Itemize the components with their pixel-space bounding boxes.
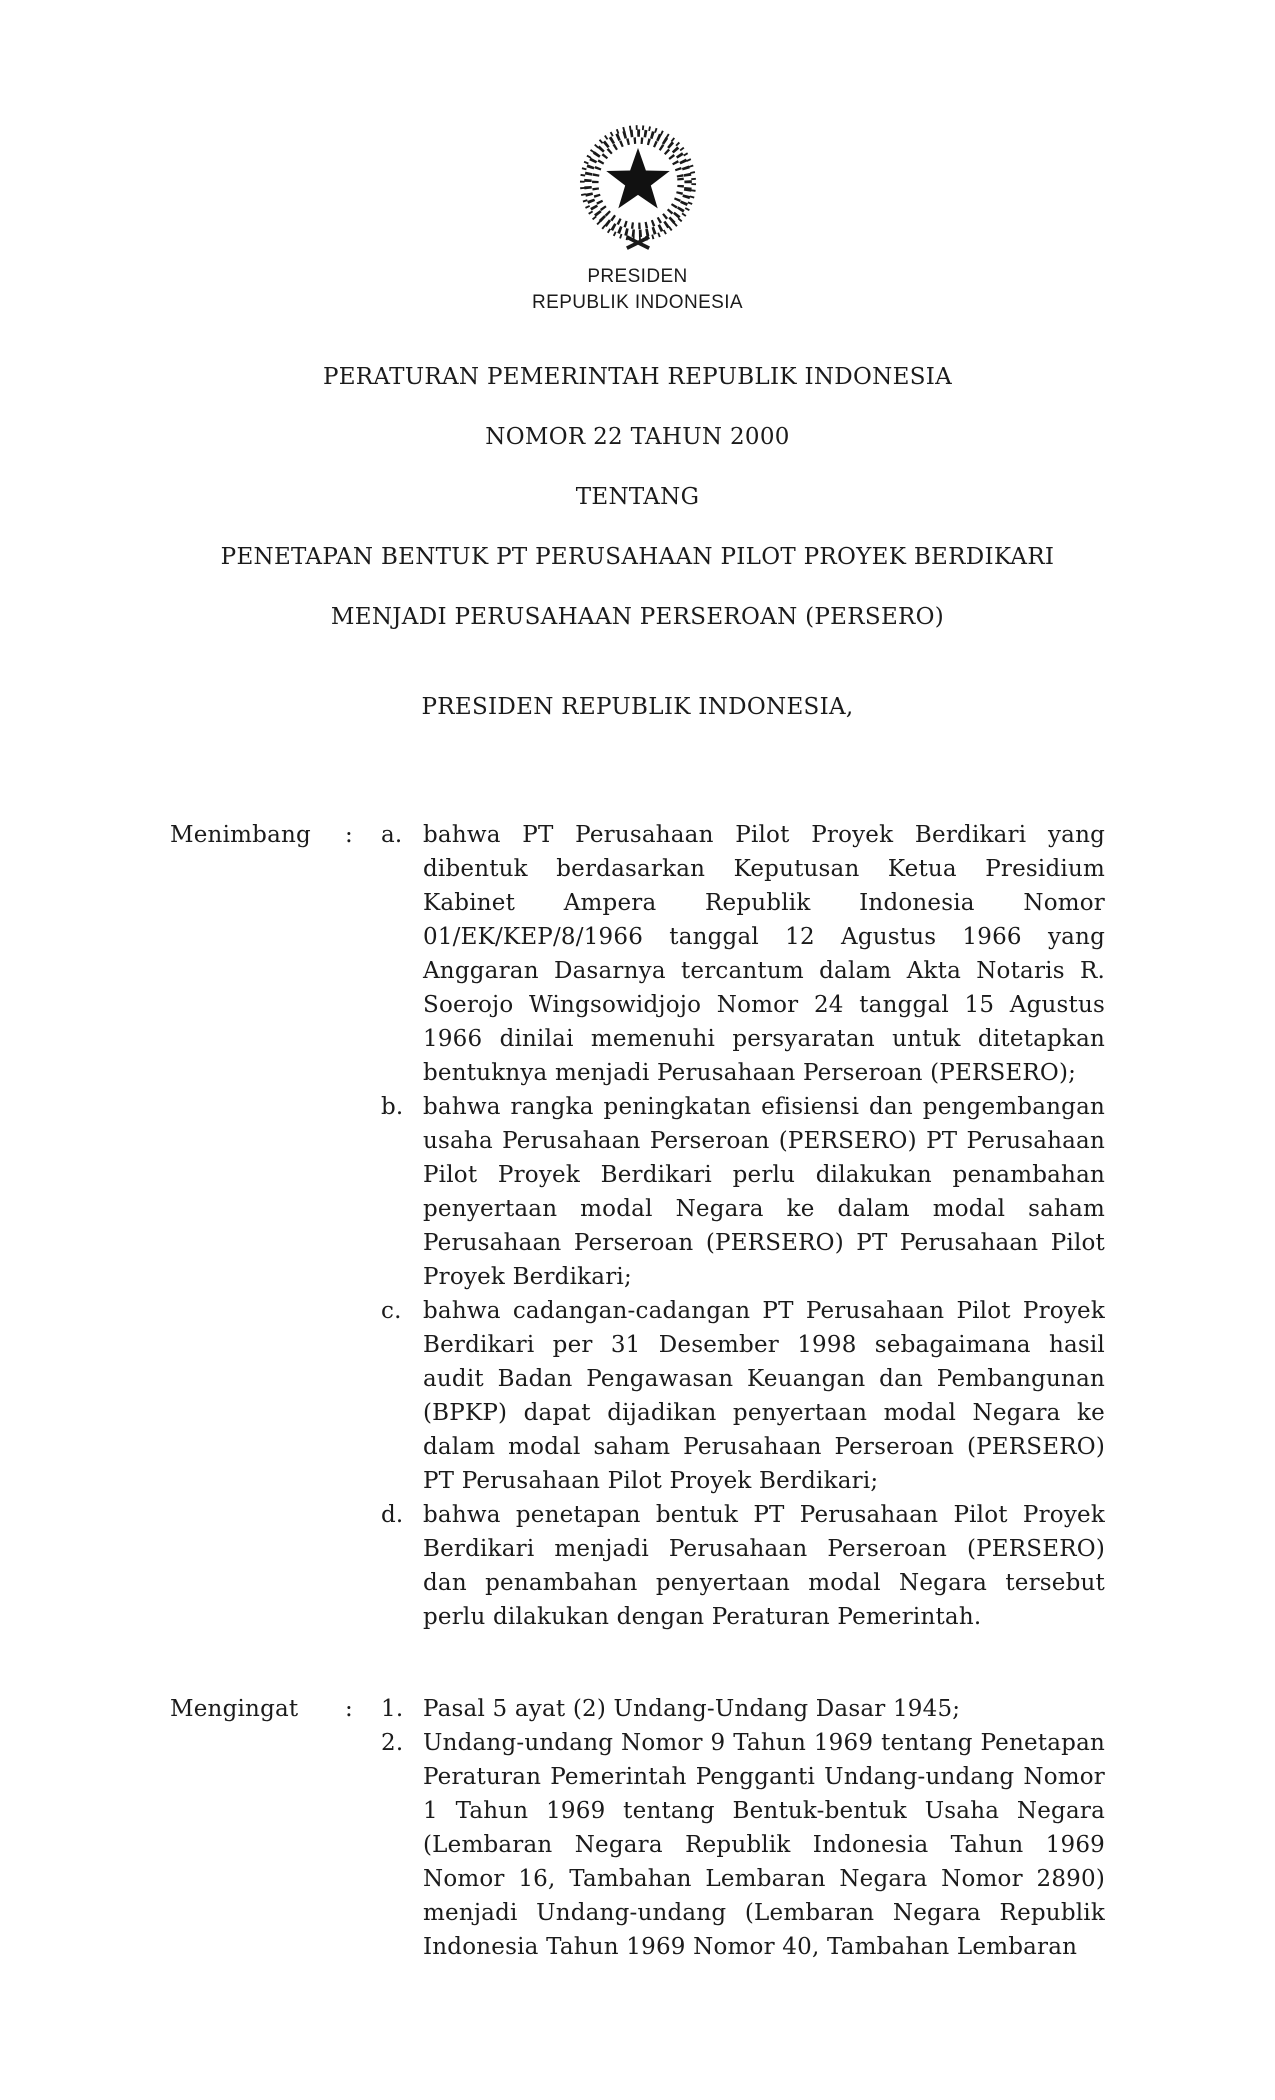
item-marker: d. xyxy=(381,1502,404,1528)
mengingat-head xyxy=(170,1692,353,1726)
mengingat-item-2 xyxy=(381,1726,1105,1964)
letterhead-presiden-label: PRESIDEN xyxy=(587,266,688,287)
opening-phrase: PRESIDEN REPUBLIK INDONESIA, xyxy=(421,694,854,720)
item-text: bahwa PT Perusahaan Pilot Proyek Berdikari yang dibentuk berdasarkan Keputusan Ketua Presidium Kabinet Ampera Republik Indonesia Nomor 01/EK/KEP/8/1966 tanggal 12 Agustus 1966 yang Anggaran Dasarnya tercantum dalam Akta Notaris R. Soerojo Wingsowidjojo Nomor 24 tanggal 15 Agustus 1966 dinilai memenuhi persyaratan untuk ditetapkan bentuknya menjadi Perusahaan Perseroan (PERSERO); xyxy=(423,822,1105,1086)
menimbang-head xyxy=(170,818,353,852)
item-marker: 1. xyxy=(381,1696,404,1722)
item-text: Pasal 5 ayat (2) Undang-Undang Dasar 1945; xyxy=(423,1696,961,1722)
menimbang-items xyxy=(381,818,1105,1634)
mengingat-item-1 xyxy=(381,1692,1105,1726)
title-line-regulation: PERATURAN PEMERINTAH REPUBLIK INDONESIA xyxy=(322,364,953,390)
section-menimbang xyxy=(170,818,1105,1634)
mengingat-label: Mengingat xyxy=(170,1696,299,1722)
letterhead xyxy=(170,118,1105,316)
menimbang-colon: : xyxy=(345,822,353,848)
title-line-subject-1: PENETAPAN BENTUK PT PERUSAHAAN PILOT PROYEK BERDIKARI xyxy=(220,544,1055,570)
state-emblem-icon xyxy=(573,118,703,254)
mengingat-colon: : xyxy=(345,1696,353,1722)
menimbang-item-b xyxy=(381,1090,1105,1294)
item-marker: b. xyxy=(381,1094,404,1120)
title-line-number: NOMOR 22 TAHUN 2000 xyxy=(485,424,790,450)
document-title xyxy=(170,360,1105,634)
menimbang-item-c xyxy=(381,1294,1105,1498)
item-text: bahwa penetapan bentuk PT Perusahaan Pilot Proyek Berdikari menjadi Perusahaan Perseroan (PERSERO) dan penambahan penyertaan modal Negara tersebut perlu dilakukan dengan Peraturan Pemerintah. xyxy=(423,1502,1105,1630)
item-text: bahwa cadangan-cadangan PT Perusahaan Pilot Proyek Berdikari per 31 Desember 1998 sebagaimana hasil audit Badan Pengawasan Keuangan dan Pembangunan (BPKP) dapat dijadikan penyertaan modal Negara ke dalam modal saham Perusahaan Perseroan (PERSERO) PT Perusahaan Pilot Proyek Berdikari; xyxy=(423,1298,1105,1494)
section-mengingat xyxy=(170,1692,1105,1964)
mengingat-items xyxy=(381,1692,1105,1964)
item-text: bahwa rangka peningkatan efisiensi dan pengembangan usaha Perusahaan Perseroan (PERSERO) PT Perusahaan Pilot Proyek Berdikari perlu dilakukan penambahan penyertaan modal Negara ke dalam modal saham Perusahaan Perseroan (PERSERO) PT Perusahaan Pilot Proyek Berdikari; xyxy=(423,1094,1105,1290)
letterhead-republik-label: REPUBLIK INDONESIA xyxy=(532,292,743,313)
item-marker: 2. xyxy=(381,1730,404,1756)
item-marker: a. xyxy=(381,822,403,848)
item-text: Undang-undang Nomor 9 Tahun 1969 tentang Penetapan Peraturan Pemerintah Pengganti Undang-undang Nomor 1 Tahun 1969 tentang Bentuk-bentuk Usaha Negara (Lembaran Negara Republik Indonesia Tahun 1969 Nomor 16, Tambahan Lembaran Negara Nomor 2890) menjadi Undang-undang (Lembaran Negara Republik Indonesia Tahun 1969 Nomor 40, Tambahan Lembaran xyxy=(423,1730,1105,1960)
menimbang-item-d xyxy=(381,1498,1105,1634)
document-body xyxy=(170,818,1105,1964)
title-line-tentang: TENTANG xyxy=(575,484,700,510)
menimbang-item-a xyxy=(381,818,1105,1090)
title-line-subject-2: MENJADI PERUSAHAAN PERSEROAN (PERSERO) xyxy=(330,604,945,630)
menimbang-label: Menimbang xyxy=(170,822,311,848)
item-marker: c. xyxy=(381,1298,402,1324)
